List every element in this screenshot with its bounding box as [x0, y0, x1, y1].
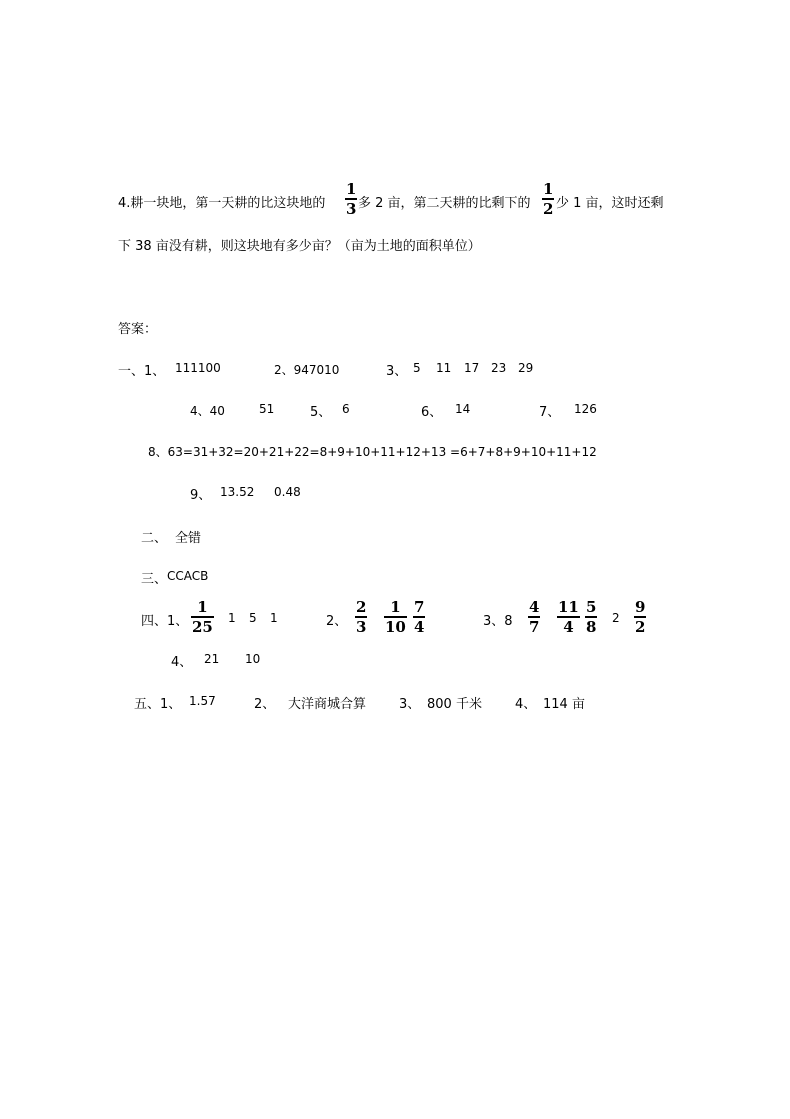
section3-answer: CCACB [167, 569, 209, 583]
fraction-denominator: 2 [635, 618, 646, 636]
section2-answer: 全错 [175, 531, 202, 546]
section4-value: 1 [228, 611, 236, 625]
fraction-numerator: 7 [414, 598, 425, 616]
fraction-denominator: 25 [192, 618, 213, 636]
section5-answer: 大洋商城合算 [288, 697, 367, 712]
answer-1-2: 2、947010 [274, 363, 340, 377]
fraction-answer [384, 599, 407, 635]
answer-1-6: 14 [455, 402, 471, 416]
question-line1-part1: 4.耕一块地，第一天耕的比这块地的 [118, 196, 326, 211]
question-line2: 下 38 亩没有耕，则这块地有多少亩？（亩为土地的面积单位） [118, 239, 481, 254]
fraction-denominator: 4 [414, 618, 425, 636]
answer-1-4b: 51 [259, 402, 275, 416]
section3-label: 三、 [141, 572, 168, 587]
section5-label: 五、1、 [134, 697, 182, 712]
answer-1-4: 4、40 [190, 404, 225, 418]
fraction-denominator: 2 [543, 200, 554, 218]
question-line1-part3: 少 1 亩，这时还剩 [556, 196, 664, 211]
section4-label3: 3、8 [483, 614, 513, 629]
fraction-answer [557, 599, 580, 635]
answer-1-3-label: 3、 [386, 364, 408, 379]
section4-value: 2 [612, 611, 620, 625]
fraction-denominator: 4 [563, 618, 574, 636]
fraction-answer [191, 599, 214, 635]
fraction-denominator: 7 [529, 618, 540, 636]
fraction-denominator: 8 [586, 618, 597, 636]
fraction-numerator: 11 [558, 598, 579, 616]
section4-value: 10 [245, 652, 261, 666]
fraction-numerator: 4 [529, 598, 540, 616]
fraction-numerator: 1 [197, 598, 208, 616]
section5-answer: 800 千米 [427, 697, 482, 712]
section4-value: 21 [204, 652, 220, 666]
answer-1-3-value: 23 [491, 361, 507, 375]
fraction-numerator: 1 [543, 180, 554, 198]
answer-1-7: 126 [574, 402, 597, 416]
section4-label2: 2、 [326, 614, 348, 629]
section5-label3: 3、 [399, 697, 421, 712]
answer-1-3-value: 29 [518, 361, 534, 375]
answer-1-7-label: 7、 [539, 405, 561, 420]
fraction-numerator: 1 [390, 598, 401, 616]
section2-label: 二、 [141, 531, 168, 546]
section5-label4: 4、 [515, 697, 537, 712]
fraction-denominator: 3 [356, 618, 367, 636]
fraction-numerator: 5 [586, 598, 597, 616]
answer-1-8: 8、63=31+32=20+21+22=8+9+10+11+12+13 =6+7+8+9+10+11+12 [148, 445, 597, 459]
fraction-numerator: 9 [635, 598, 646, 616]
answer-1-3-value: 11 [436, 361, 452, 375]
fraction-numerator: 1 [346, 180, 357, 198]
section4-label4: 4、 [171, 655, 193, 670]
answer-1-1: 111100 [175, 361, 221, 375]
fraction-answer [413, 599, 425, 635]
section5-answer: 114 亩 [543, 697, 585, 712]
section4-value: 5 [249, 611, 257, 625]
answer-1-3-value: 17 [464, 361, 480, 375]
answers-heading: 答案： [118, 322, 158, 337]
answer-1-9-label: 9、 [190, 488, 212, 503]
fraction-one-third [345, 181, 357, 217]
question-line1-part2: 多 2 亩，第二天耕的比剩下的 [358, 196, 531, 211]
fraction-answer [634, 599, 646, 635]
section5-label2: 2、 [254, 697, 276, 712]
section4-label: 四、1、 [141, 614, 189, 629]
answer-1-6-label: 6、 [421, 405, 443, 420]
section5-answer: 1.57 [189, 694, 216, 708]
fraction-denominator: 3 [346, 200, 357, 218]
answer-1-5-label: 5、 [310, 405, 332, 420]
fraction-numerator: 2 [356, 598, 367, 616]
answer-1-5: 6 [342, 402, 350, 416]
section1-label: 一、1、 [118, 364, 166, 379]
fraction-denominator: 10 [385, 618, 406, 636]
answer-1-9-value: 0.48 [274, 485, 301, 499]
answer-1-9-value: 13.52 [220, 485, 255, 499]
answer-1-3-value: 5 [413, 361, 421, 375]
fraction-answer [528, 599, 540, 635]
section4-value: 1 [270, 611, 278, 625]
fraction-answer [585, 599, 597, 635]
fraction-one-half [542, 181, 554, 217]
fraction-answer [355, 599, 367, 635]
